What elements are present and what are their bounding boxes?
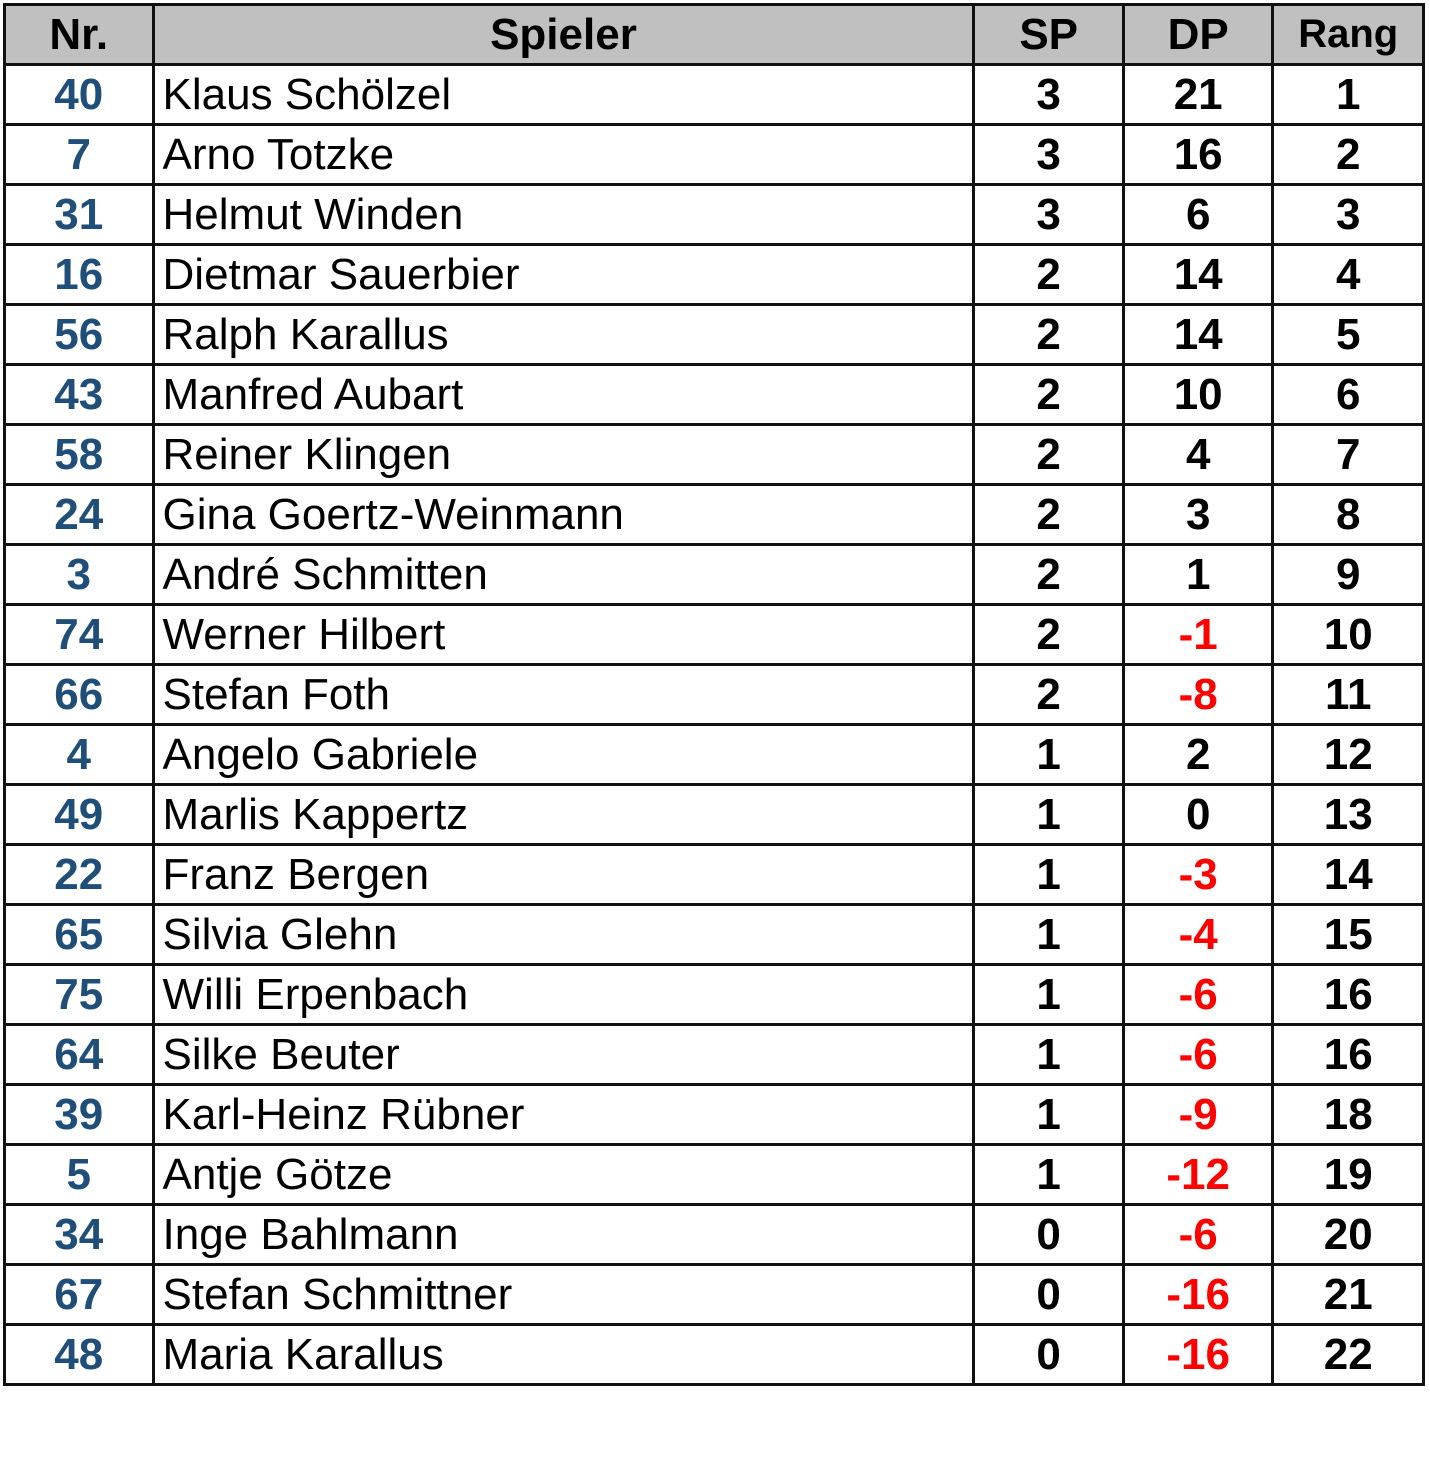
sp-value: 2	[974, 605, 1124, 665]
dp-value: 14	[1123, 245, 1273, 305]
sp-value: 3	[974, 185, 1124, 245]
sp-value: 2	[974, 485, 1124, 545]
rank-value: 2	[1273, 125, 1424, 185]
player-number: 22	[5, 845, 154, 905]
player-name: Inge Bahlmann	[153, 1205, 974, 1265]
rank-value: 13	[1273, 785, 1424, 845]
table-row	[5, 1085, 1424, 1145]
header-spieler: Spieler	[153, 5, 974, 65]
dp-value: 14	[1123, 305, 1273, 365]
dp-value: 0	[1123, 785, 1273, 845]
player-name: Stefan Foth	[153, 665, 974, 725]
dp-value: -6	[1123, 1205, 1273, 1265]
player-number: 58	[5, 425, 154, 485]
table-row	[5, 185, 1424, 245]
player-number: 31	[5, 185, 154, 245]
dp-value: -8	[1123, 665, 1273, 725]
dp-value: -1	[1123, 605, 1273, 665]
player-name: Werner Hilbert	[153, 605, 974, 665]
dp-value: -6	[1123, 965, 1273, 1025]
table-row	[5, 65, 1424, 125]
sp-value: 1	[974, 725, 1124, 785]
rank-value: 6	[1273, 365, 1424, 425]
player-number: 66	[5, 665, 154, 725]
player-number: 74	[5, 605, 154, 665]
player-name: Ralph Karallus	[153, 305, 974, 365]
player-name: Manfred Aubart	[153, 365, 974, 425]
dp-value: -12	[1123, 1145, 1273, 1205]
player-number: 34	[5, 1205, 154, 1265]
player-number: 64	[5, 1025, 154, 1085]
sp-value: 3	[974, 65, 1124, 125]
rank-value: 7	[1273, 425, 1424, 485]
rank-value: 20	[1273, 1205, 1424, 1265]
player-name: Reiner Klingen	[153, 425, 974, 485]
dp-value: 1	[1123, 545, 1273, 605]
player-number: 24	[5, 485, 154, 545]
player-number: 39	[5, 1085, 154, 1145]
table-row	[5, 725, 1424, 785]
player-name: Franz Bergen	[153, 845, 974, 905]
dp-value: 21	[1123, 65, 1273, 125]
header-nr: Nr.	[5, 5, 154, 65]
player-name: Maria Karallus	[153, 1325, 974, 1385]
table-row	[5, 845, 1424, 905]
rank-value: 16	[1273, 965, 1424, 1025]
rank-value: 11	[1273, 665, 1424, 725]
player-name: Angelo Gabriele	[153, 725, 974, 785]
player-number: 7	[5, 125, 154, 185]
player-number: 43	[5, 365, 154, 425]
sp-value: 3	[974, 125, 1124, 185]
sp-value: 1	[974, 905, 1124, 965]
rank-value: 1	[1273, 65, 1424, 125]
sp-value: 2	[974, 305, 1124, 365]
table-row	[5, 1265, 1424, 1325]
table-row	[5, 365, 1424, 425]
rank-value: 9	[1273, 545, 1424, 605]
table-row	[5, 125, 1424, 185]
rank-value: 12	[1273, 725, 1424, 785]
rank-value: 10	[1273, 605, 1424, 665]
rank-value: 3	[1273, 185, 1424, 245]
dp-value: -6	[1123, 1025, 1273, 1085]
header-row	[5, 5, 1424, 65]
sp-value: 2	[974, 665, 1124, 725]
player-name: Gina Goertz-Weinmann	[153, 485, 974, 545]
table-row	[5, 965, 1424, 1025]
dp-value: 4	[1123, 425, 1273, 485]
standings-table	[3, 3, 1425, 1386]
table-body	[5, 65, 1424, 1385]
player-number: 3	[5, 545, 154, 605]
rank-value: 14	[1273, 845, 1424, 905]
table-row	[5, 245, 1424, 305]
table-row	[5, 785, 1424, 845]
rank-value: 19	[1273, 1145, 1424, 1205]
table-row	[5, 1325, 1424, 1385]
table-row	[5, 1145, 1424, 1205]
dp-value: 10	[1123, 365, 1273, 425]
header-sp: SP	[974, 5, 1124, 65]
player-name: Klaus Schölzel	[153, 65, 974, 125]
player-name: Antje Götze	[153, 1145, 974, 1205]
dp-value: 16	[1123, 125, 1273, 185]
rank-value: 18	[1273, 1085, 1424, 1145]
player-number: 75	[5, 965, 154, 1025]
player-number: 67	[5, 1265, 154, 1325]
table-row	[5, 305, 1424, 365]
dp-value: -16	[1123, 1325, 1273, 1385]
table-row	[5, 425, 1424, 485]
rank-value: 21	[1273, 1265, 1424, 1325]
sp-value: 1	[974, 965, 1124, 1025]
player-name: Dietmar Sauerbier	[153, 245, 974, 305]
dp-value: -3	[1123, 845, 1273, 905]
dp-value: 6	[1123, 185, 1273, 245]
table-row	[5, 605, 1424, 665]
player-name: Marlis Kappertz	[153, 785, 974, 845]
player-number: 56	[5, 305, 154, 365]
player-name: Helmut Winden	[153, 185, 974, 245]
player-number: 4	[5, 725, 154, 785]
sp-value: 2	[974, 245, 1124, 305]
sp-value: 0	[974, 1265, 1124, 1325]
table-row	[5, 485, 1424, 545]
dp-value: 3	[1123, 485, 1273, 545]
table-row	[5, 905, 1424, 965]
player-name: Willi Erpenbach	[153, 965, 974, 1025]
sp-value: 1	[974, 1085, 1124, 1145]
table-row	[5, 1025, 1424, 1085]
dp-value: -9	[1123, 1085, 1273, 1145]
sp-value: 2	[974, 545, 1124, 605]
player-number: 40	[5, 65, 154, 125]
sp-value: 2	[974, 425, 1124, 485]
sp-value: 0	[974, 1325, 1124, 1385]
player-number: 49	[5, 785, 154, 845]
sp-value: 1	[974, 1025, 1124, 1085]
rank-value: 4	[1273, 245, 1424, 305]
rank-value: 15	[1273, 905, 1424, 965]
player-number: 5	[5, 1145, 154, 1205]
sp-value: 2	[974, 365, 1124, 425]
dp-value: -4	[1123, 905, 1273, 965]
player-name: Karl-Heinz Rübner	[153, 1085, 974, 1145]
header-dp: DP	[1123, 5, 1273, 65]
rank-value: 5	[1273, 305, 1424, 365]
player-name: Silke Beuter	[153, 1025, 974, 1085]
sp-value: 1	[974, 1145, 1124, 1205]
player-name: Arno Totzke	[153, 125, 974, 185]
header-rang: Rang	[1273, 5, 1424, 65]
player-name: Silvia Glehn	[153, 905, 974, 965]
dp-value: 2	[1123, 725, 1273, 785]
sp-value: 1	[974, 785, 1124, 845]
player-name: André Schmitten	[153, 545, 974, 605]
table-row	[5, 665, 1424, 725]
table-row	[5, 545, 1424, 605]
rank-value: 8	[1273, 485, 1424, 545]
player-name: Stefan Schmittner	[153, 1265, 974, 1325]
rank-value: 16	[1273, 1025, 1424, 1085]
player-number: 65	[5, 905, 154, 965]
sp-value: 1	[974, 845, 1124, 905]
player-number: 48	[5, 1325, 154, 1385]
sp-value: 0	[974, 1205, 1124, 1265]
player-number: 16	[5, 245, 154, 305]
rank-value: 22	[1273, 1325, 1424, 1385]
table-row	[5, 1205, 1424, 1265]
dp-value: -16	[1123, 1265, 1273, 1325]
